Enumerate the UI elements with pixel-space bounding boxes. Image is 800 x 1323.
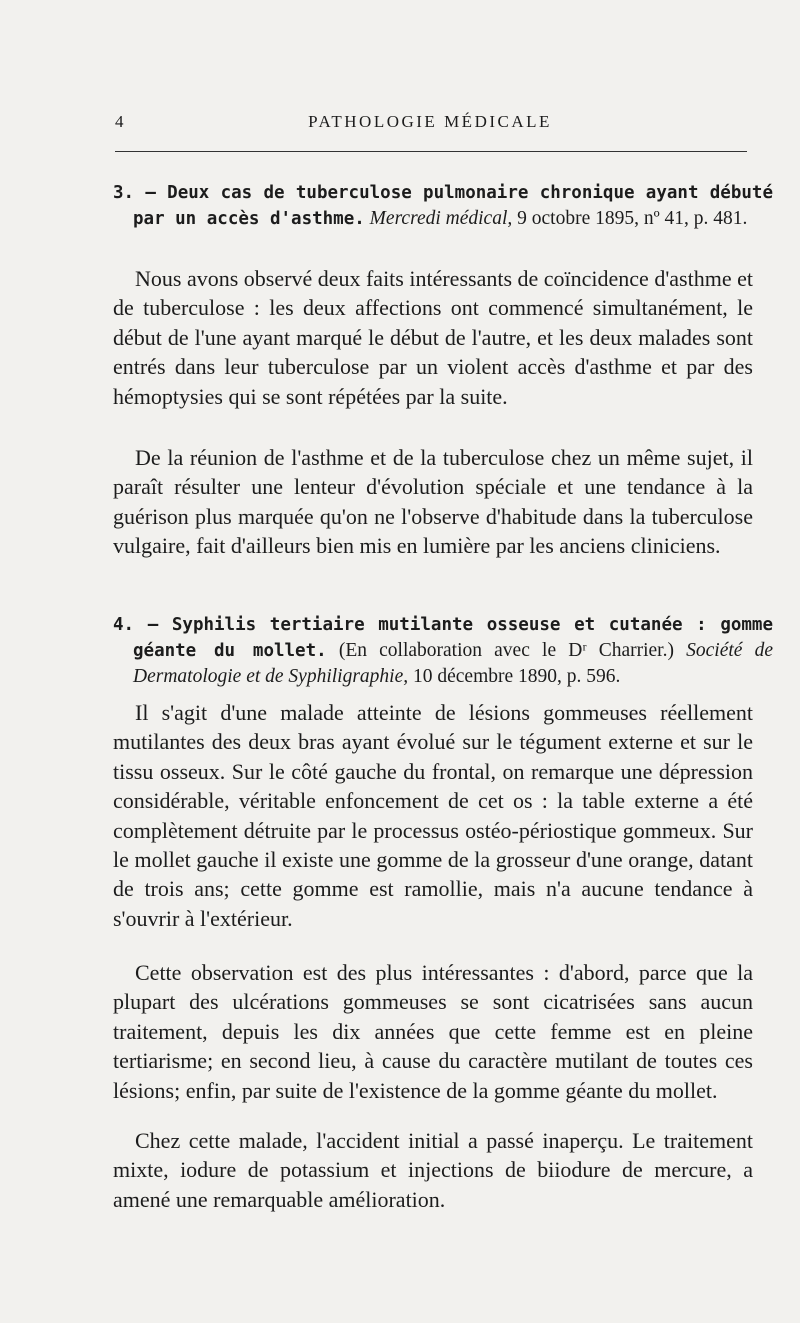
entry-heading (113, 180, 773, 232)
paragraph: Chez cette malade, l'accident initial a passé inaperçu. Le traitement mixte, iodure de potassium et injections de biiodure de mercure, a amené une remarquable amélioration. (113, 1128, 753, 1212)
paragraph: Cette observation est des plus intéressantes : d'abord, parce que la plupart des ulcérations gommeuses se sont cicatrisées sans aucun traitement, depuis les dix années que cette femme est en pleine tertiarisme; en second lieu, à cause du caractère mutilant de toutes ces lésions; enfin, par suite de l'existence de la gomme géante du mollet. (113, 960, 753, 1103)
entry-source: Mercredi médical, (369, 208, 513, 229)
paragraph: Nous avons observé deux faits intéressants de coïncidence d'asthme et de tuberculose : les deux affections ont commencé simultanément, le début de l'une ayant marqué le début de l'autre, et les deux malades sont entrés dans leur tuberculose par un violent accès d'asthme et par des hémoptysies qui se sont répétées par la suite. (113, 266, 753, 409)
running-head (115, 112, 745, 136)
entry-collaboration: (En collaboration avec le Dʳ Charrier.) (326, 640, 687, 661)
page-number: 4 (115, 112, 126, 131)
entry-citation: 9 octobre 1895, nº 41, p. 481. (512, 208, 748, 229)
running-title: PATHOLOGIE MÉDICALE (308, 112, 552, 131)
paragraph: Il s'agit d'une malade atteinte de lésions gommeuses réellement mutilantes des deux bras ayant évolué sur le tégument externe et sur le tissu osseux. Sur le côté gauche du frontal, on remarque une dépression considérable, véritable enfoncement de cet os : la table externe a été complètement détruite par le processus ostéo-périostique gommeux. Sur le mollet gauche il existe une gomme de la grosseur d'une orange, datant de trois ans; cette gomme est ramollie, mais n'a aucune tendance à s'ouvrir à l'extérieur. (113, 700, 753, 931)
entry-heading (113, 612, 773, 690)
entry-source: Société de Dermatologie et de Syphiligraphie, (133, 640, 773, 687)
paragraph: De la réunion de l'asthme et de la tuberculose chez un même sujet, il paraît résulter une lenteur d'évolution spéciale et une tendance à la guérison plus marquée qu'on ne l'observe d'habitude dans la tuberculose vulgaire, fait d'ailleurs bien mis en lumière par les anciens cliniciens. (113, 445, 753, 559)
entry-title: 4. — Syphilis tertiaire mutilante osseuse et cutanée : gomme géante du mollet. (113, 615, 773, 661)
entry-citation: 10 décembre 1890, p. 596. (408, 666, 621, 687)
entry-title: 3. — Deux cas de tuberculose pulmonaire chronique ayant débuté par un accès d'asthme. (113, 183, 773, 229)
header-rule (115, 151, 747, 152)
